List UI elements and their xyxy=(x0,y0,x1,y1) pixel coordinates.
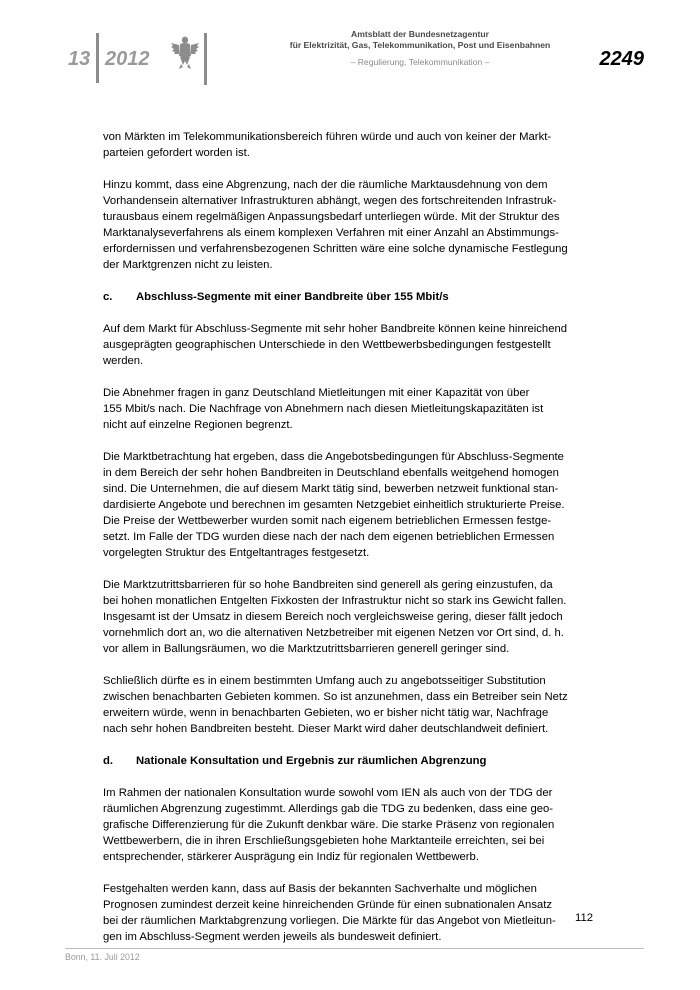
text-line: nach sehr hohen Bandbreiten besteht. Dieser Markt wird daher deutschlandweit definiert. xyxy=(103,723,549,735)
text-line: der Marktgrenzen nicht zu leisten. xyxy=(103,259,273,271)
text-line: Auf dem Markt für Abschluss-Segmente mit sehr hoher Bandbreite können keine hinreichend xyxy=(103,323,568,335)
footer-divider xyxy=(65,948,644,949)
issue-year: 2012 xyxy=(105,48,150,70)
section-title: Nationale Konsultation und Ergebnis zur räumlichen Abgrenzung xyxy=(136,755,487,767)
section-heading-c xyxy=(103,289,603,305)
text-line: Wettbewerbern, die in ihren Erschließungsgebieten hohe Marktanteile erreichten, sei bei xyxy=(103,835,545,847)
text-line: parteien gefordert worden ist. xyxy=(103,147,250,159)
text-line: Die Marktzutrittsbarrieren für so hohe Bandbreiten sind generell als gering einzustufen, da xyxy=(103,579,553,591)
text-line: sind. Die Unternehmen, die auf diesem Markt tätig sind, bewerben netzweit funktional stan- xyxy=(103,483,559,495)
gazette-section: – Regulierung, Telekommunikation – xyxy=(350,57,490,67)
text-line: werden. xyxy=(103,355,144,367)
text-line: Die Preise der Wettbewerber wurden somit nach eigenem betrieblichen Ermessen festge- xyxy=(103,515,552,527)
text-line: Marktanalyseverfahrens als einem komplexen Verfahren mit einer Anzahl an Abstimmungs- xyxy=(103,227,559,239)
section-letter: d. xyxy=(103,755,114,767)
text-line: in dem Bereich der sehr hohen Bandbreiten in Deutschland ebenfalls weitgehend homogen xyxy=(103,467,559,479)
text-line: von Märkten im Telekommunikationsbereich führen würde und auch von keiner der Markt- xyxy=(103,131,552,143)
issue-number: 13 xyxy=(68,48,91,70)
section-heading-d xyxy=(103,753,603,769)
text-line: 155 Mbit/s nach. Die Nachfrage von Abnehmern nach diesen Mietleitungskapazitäten ist xyxy=(103,403,544,415)
text-line: Schließlich dürfte es in einem bestimmten Umfang auch zu angebotsseitiger Substitution xyxy=(103,675,546,687)
gazette-subtitle: für Elektrizität, Gas, Telekommunikation, Post und Eisenbahnen xyxy=(289,40,551,50)
gazette-page-number: 2249 xyxy=(599,48,644,70)
text-line: ausgeprägten geographischen Unterschiede in den Wettbewerbsbedingungen festgestellt xyxy=(103,339,551,351)
text-line: setzt. Im Falle der TDG wurden diese nach der nach dem eigenen betrieblichen Ermessen xyxy=(103,531,555,543)
text-line: Die Marktbetrachtung hat ergeben, dass die Angebotsbedingungen für Abschluss-Segmente xyxy=(103,451,564,463)
header-divider-right xyxy=(204,33,207,85)
text-line: Im Rahmen der nationalen Konsultation wurde sowohl vom IEN als auch von der TDG der xyxy=(103,787,553,799)
text-line: räumlichen Abgrenzung zugestimmt. Allerdings gab die TDG zu bedenken, dass eine geo- xyxy=(103,803,554,815)
text-line: nicht auf einzelne Regionen begrenzt. xyxy=(103,419,293,431)
text-line: Prognosen zumindest derzeit keine hinreichenden Gründe für einen subnationalen Ansatz xyxy=(103,899,553,911)
text-line: erfordernissen und verfahrensbezogenen Schritten wäre eine solche dynamische Festlegung xyxy=(103,243,568,255)
text-line: Festgehalten werden kann, dass auf Basis der bekannten Sachverhalte und möglichen xyxy=(103,883,537,895)
text-line: vornehmlich dort an, wo die alternativen Netzbetreiber mit eigenen Netzen vor Ort sind, d. h. xyxy=(103,627,564,639)
text-line: gen im Abschluss-Segment werden jeweils als bundesweit definiert. xyxy=(103,931,442,943)
section-title: Abschluss-Segmente mit einer Bandbreite über 155 Mbit/s xyxy=(136,291,449,303)
text-line: turausbaus einem regelmäßigen Anpassungsbedarf unterliegen würde. Mit der Struktur des xyxy=(103,211,560,223)
text-line: Insgesamt ist der Umsatz in diesem Bereich noch vergleichsweise gering, dieser fällt jedoch xyxy=(103,611,563,623)
document-body xyxy=(103,129,603,945)
publication-date: Bonn, 11. Juli 2012 xyxy=(65,952,140,962)
federal-eagle-icon xyxy=(170,34,200,70)
text-line: zwischen benachbarten Gebieten kommen. So ist anzunehmen, dass ein Betreiber sein Netz xyxy=(103,691,568,703)
section-letter: c. xyxy=(103,291,113,303)
text-line: grafische Differenzierung für die Zukunft denkbar wäre. Die starke Präsenz von regionalen xyxy=(103,819,555,831)
text-line: Hinzu kommt, dass eine Abgrenzung, nach der die räumliche Marktausdehnung von dem xyxy=(103,179,548,191)
text-line: Vorhandensein alternativer Infrastrukturen abhängt, wegen des fortschreitenden Infrastruk- xyxy=(103,195,557,207)
header-divider-left xyxy=(96,33,99,83)
text-line: erweitern würde, wenn in benachbarten Gebieten, wo er bisher nicht tätig war, Nachfrage xyxy=(103,707,549,719)
text-line: bei der räumlichen Marktabgrenzung vorliegen. Die Märkte für das Angebot von Mietleitun- xyxy=(103,915,556,927)
text-line: dardisierte Angebote und berechnen im gesamten Netzgebiet einheitlich strukturierte Preise. xyxy=(103,499,565,511)
document-page-number: 112 xyxy=(575,912,594,924)
text-line: Die Abnehmer fragen in ganz Deutschland Mietleitungen mit einer Kapazität von über xyxy=(103,387,530,399)
text-line: bei hohen monatlichen Entgelten Fixkosten der Infrastruktur nicht so stark ins Gewicht fallen. xyxy=(103,595,567,607)
text-line: vor allem in Ballungsräumen, wo die Marktzutrittsbarrieren generell geringer sind. xyxy=(103,643,510,655)
gazette-title: Amtsblatt der Bundesnetzagentur xyxy=(351,29,489,39)
text-line: vorgelegten Struktur des Entgeltantrages festgesetzt. xyxy=(103,547,370,559)
text-line: entsprechender, stärkerer Ausprägung ein Indiz für regionalen Wettbewerb. xyxy=(103,851,479,863)
